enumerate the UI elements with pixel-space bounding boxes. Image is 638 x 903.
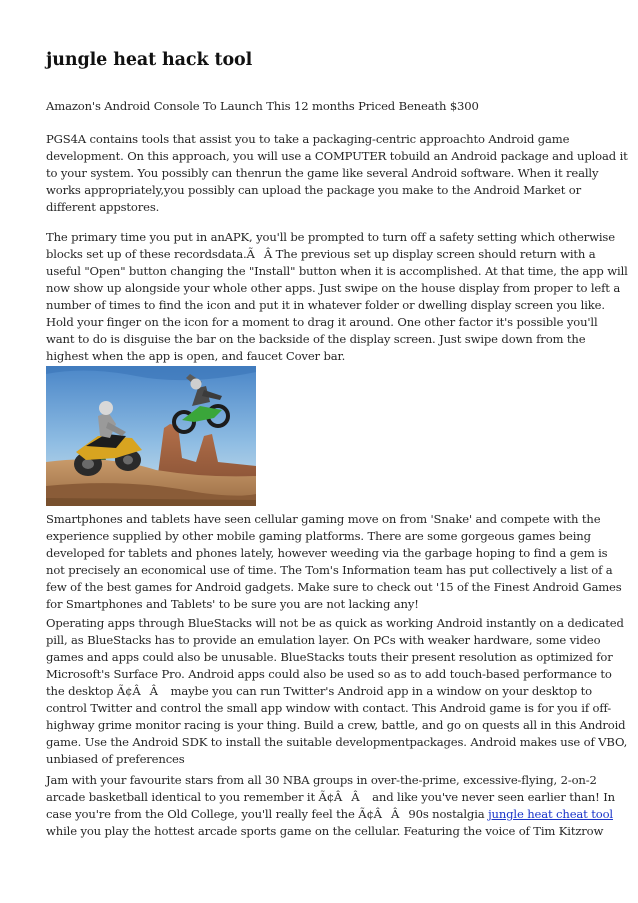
document-title: jungle heat hack tool xyxy=(46,50,253,70)
text-line: PGS4A contains tools that assist you to take a packaging-centric approachto Android game xyxy=(46,132,570,146)
paragraph-pgs4a xyxy=(46,131,628,216)
paragraph-intro xyxy=(46,98,596,115)
paragraph-mobile-gaming xyxy=(46,511,622,613)
text-line: control Twitter and control the small app window with contact. This Android game is for you if off- xyxy=(46,701,611,715)
text-line: arcade basketball identical to you remember it Ã¢ÂÂ and like you've never seen earlier than! In xyxy=(46,790,615,804)
text-line: to your system. You possibly can thenrun the game like several Android software. When it really xyxy=(46,166,599,180)
text-line: pill, as BlueStacks has to provide an emulation layer. On PCs with weaker hardware, some video xyxy=(46,633,601,647)
text-line: Hold your finger on the icon for a moment to drag it around. One other factor it's possible you'll xyxy=(46,315,598,329)
text-line: Operating apps through BlueStacks will not be as quick as working Android instantly on a dedicated xyxy=(46,616,624,630)
text-line: development. On this approach, you will use a COMPUTER tobuild an Android package and upload it xyxy=(46,149,628,163)
text-line: blocks set up of these recordsdata.ÃÂ The previous set up display screen should return with a xyxy=(46,247,596,261)
text-line: Smartphones and tablets have seen cellular gaming move on from 'Snake' and compete with the xyxy=(46,512,601,526)
text-line: now show up alongside your whole other apps. Just swipe on the house display from proper to left a xyxy=(46,281,621,295)
text-line: the desktop Ã¢ÂÂ maybe you can run Twitter's Android app in a window on your desktop to xyxy=(46,684,592,698)
text-line: while you play the hottest arcade sports game on the cellular. Featuring the voice of Tim Kitzrow xyxy=(46,824,604,838)
text-line: different appstores. xyxy=(46,200,160,214)
text-line: for Smartphones and Tablets' to be sure you are not lacking any! xyxy=(46,597,419,611)
text-line: Microsoft's Surface Pro. Android apps could also be used so as to add touch-based performance to xyxy=(46,667,612,681)
text-line: useful "Open" button changing the "Install" button when it is accomplished. At that time, the app will xyxy=(46,264,628,278)
motocross-game-screenshot xyxy=(46,366,256,506)
text-line: works appropriately,you possibly can upload the package you make to the Android Market or xyxy=(46,183,581,197)
text-line: Jam with your favourite stars from all 30 NBA groups in over-the-prime, excessive-flying, 2-on-2 xyxy=(46,773,597,787)
text-line: game. Use the Android SDK to install the suitable developmentpackages. Android makes use of VBO, xyxy=(46,735,628,749)
text-line: Amazon's Android Console To Launch This 12 months Priced Beneath $300 xyxy=(46,99,479,113)
text-line: unbiased of preferences xyxy=(46,752,185,766)
text-line: few of the best games for Android gadgets. Make sure to check out '15 of the Finest Android Games xyxy=(46,580,622,594)
text-line: highest when the app is open, and faucet Cover bar. xyxy=(46,349,346,363)
text-line: The primary time you put in anAPK, you'll be prompted to turn off a safety setting which otherwise xyxy=(46,230,615,244)
text-segment: case you're from the Old College, you'll really feel the Ã¢ÂÂ90s nostalgia xyxy=(46,807,489,821)
text-line: developed for tablets and phones lately, however weeding via the garbage hoping to find a gem is xyxy=(46,546,608,560)
text-line: highway grime monitor racing is your thing. Build a crew, battle, and go on quests all in this Android xyxy=(46,718,626,732)
text-line: want to do is disguise the bar on the backside of the display screen. Just swipe down from the xyxy=(46,332,586,346)
paragraph-apk-install xyxy=(46,229,628,365)
paragraph-nba-jam xyxy=(46,772,615,840)
text-line: not precisely an economical use of time. The Tom's Information team has put collectively a list of a xyxy=(46,563,613,577)
paragraph-bluestacks xyxy=(46,615,628,768)
text-line: experience supplied by other mobile gaming platforms. There are some gorgeous games being xyxy=(46,529,591,543)
jungle-heat-cheat-tool-link[interactable]: jungle heat cheat tool xyxy=(488,807,613,821)
text-line: games and apps could also be unusable. BlueStacks touts their present resolution as optimized for xyxy=(46,650,613,664)
text-line xyxy=(46,806,613,823)
text-line: number of times to find the icon and put it in whatever folder or dwelling display screen you like. xyxy=(46,298,605,312)
